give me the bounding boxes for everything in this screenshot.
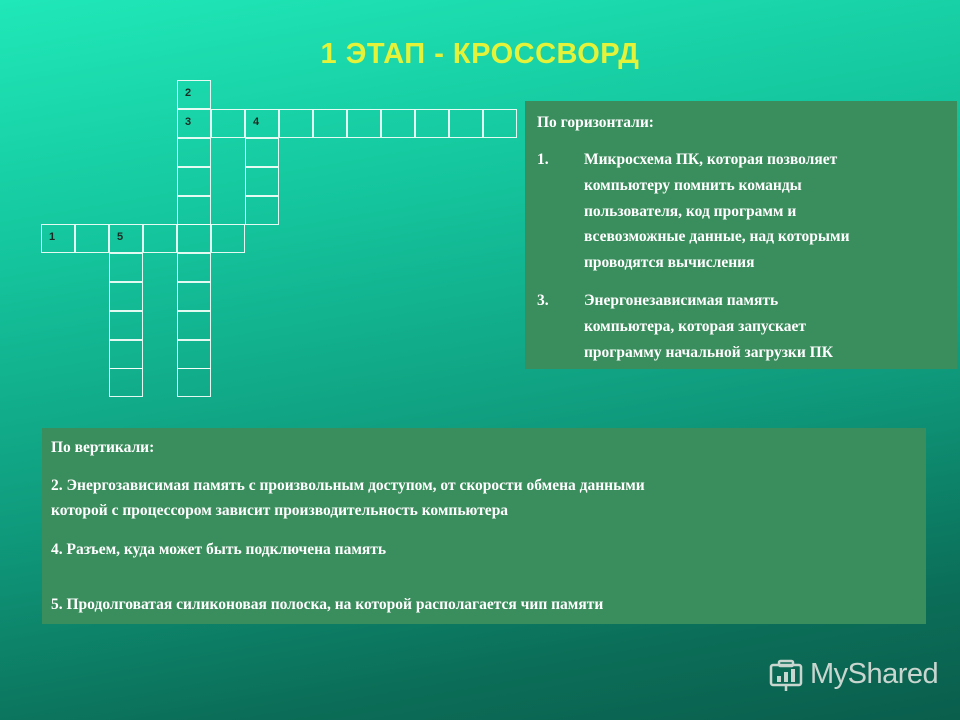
crossword-cell[interactable] — [109, 368, 143, 397]
clue-line: компьютеру помнить команды — [584, 177, 802, 194]
cell-number: 4 — [253, 116, 260, 128]
crossword-cell[interactable] — [109, 224, 143, 253]
clue-line: программу начальной загрузки ПК — [584, 344, 833, 361]
crossword-cell[interactable] — [245, 196, 279, 225]
clue-number: 1. — [537, 151, 549, 168]
cell-number: 3 — [185, 116, 192, 128]
watermark — [768, 656, 948, 696]
clue-line: проводятся вычисления — [584, 254, 755, 271]
cell-number: 1 — [49, 231, 56, 243]
crossword-cell[interactable] — [313, 109, 347, 138]
crossword-cell[interactable] — [109, 311, 143, 340]
crossword-cell[interactable] — [143, 224, 177, 253]
watermark-text: MyShared — [810, 658, 939, 690]
crossword-cell[interactable] — [177, 109, 211, 138]
crossword-cell[interactable] — [177, 224, 211, 253]
clue-line: 2. Энергозависимая память с произвольным доступом, от скорости обмена данными — [51, 477, 645, 494]
page-title: 1 ЭТАП - КРОССВОРД — [320, 38, 640, 70]
clue-line: которой с процессором зависит производительность компьютера — [51, 502, 509, 519]
crossword-cell[interactable] — [177, 167, 211, 196]
clue-line: Энергонезависимая память — [584, 292, 779, 309]
crossword-cell[interactable] — [245, 167, 279, 196]
crossword-cell[interactable] — [177, 340, 211, 369]
crossword-cell[interactable] — [381, 109, 415, 138]
crossword-cell[interactable] — [211, 109, 245, 138]
crossword-cell[interactable] — [75, 224, 109, 253]
crossword-cell[interactable] — [177, 196, 211, 225]
crossword-cell[interactable] — [347, 109, 381, 138]
clue-line: пользователя, код программ и — [584, 203, 797, 220]
crossword-cell[interactable] — [177, 368, 211, 397]
crossword-cell[interactable] — [211, 224, 245, 253]
crossword-cell[interactable] — [245, 109, 279, 138]
clue-line: всевозможные данные, над которыми — [584, 228, 850, 245]
clue-line: компьютера, которая запускает — [584, 318, 806, 335]
cell-number: 2 — [185, 87, 192, 99]
crossword-cell[interactable] — [109, 340, 143, 369]
crossword-cell[interactable] — [279, 109, 313, 138]
horizontal-clues-panel — [525, 101, 957, 369]
crossword-cell[interactable] — [449, 109, 483, 138]
clue-line: 4. Разъем, куда может быть подключена память — [51, 541, 387, 558]
horizontal-heading: По горизонтали: — [537, 114, 654, 131]
crossword-cell[interactable] — [109, 282, 143, 311]
crossword-cell[interactable] — [245, 138, 279, 167]
clue-number: 3. — [537, 292, 549, 309]
vertical-heading: По вертикали: — [51, 439, 155, 456]
crossword-cell[interactable] — [177, 282, 211, 311]
crossword-cell[interactable] — [109, 253, 143, 282]
clue-line: 5. Продолговатая силиконовая полоска, на которой располагается чип памяти — [51, 596, 604, 613]
cell-number: 5 — [117, 231, 124, 243]
clue-line: Микросхема ПК, которая позволяет — [584, 151, 838, 168]
presentation-icon — [768, 658, 804, 694]
crossword-cell[interactable] — [177, 80, 211, 109]
crossword-cell[interactable] — [177, 253, 211, 282]
crossword-cell[interactable] — [177, 138, 211, 167]
crossword-cell[interactable] — [483, 109, 517, 138]
vertical-clues-panel — [42, 428, 926, 624]
crossword-cell[interactable] — [177, 311, 211, 340]
crossword-cell[interactable] — [415, 109, 449, 138]
crossword-cell[interactable] — [41, 224, 75, 253]
